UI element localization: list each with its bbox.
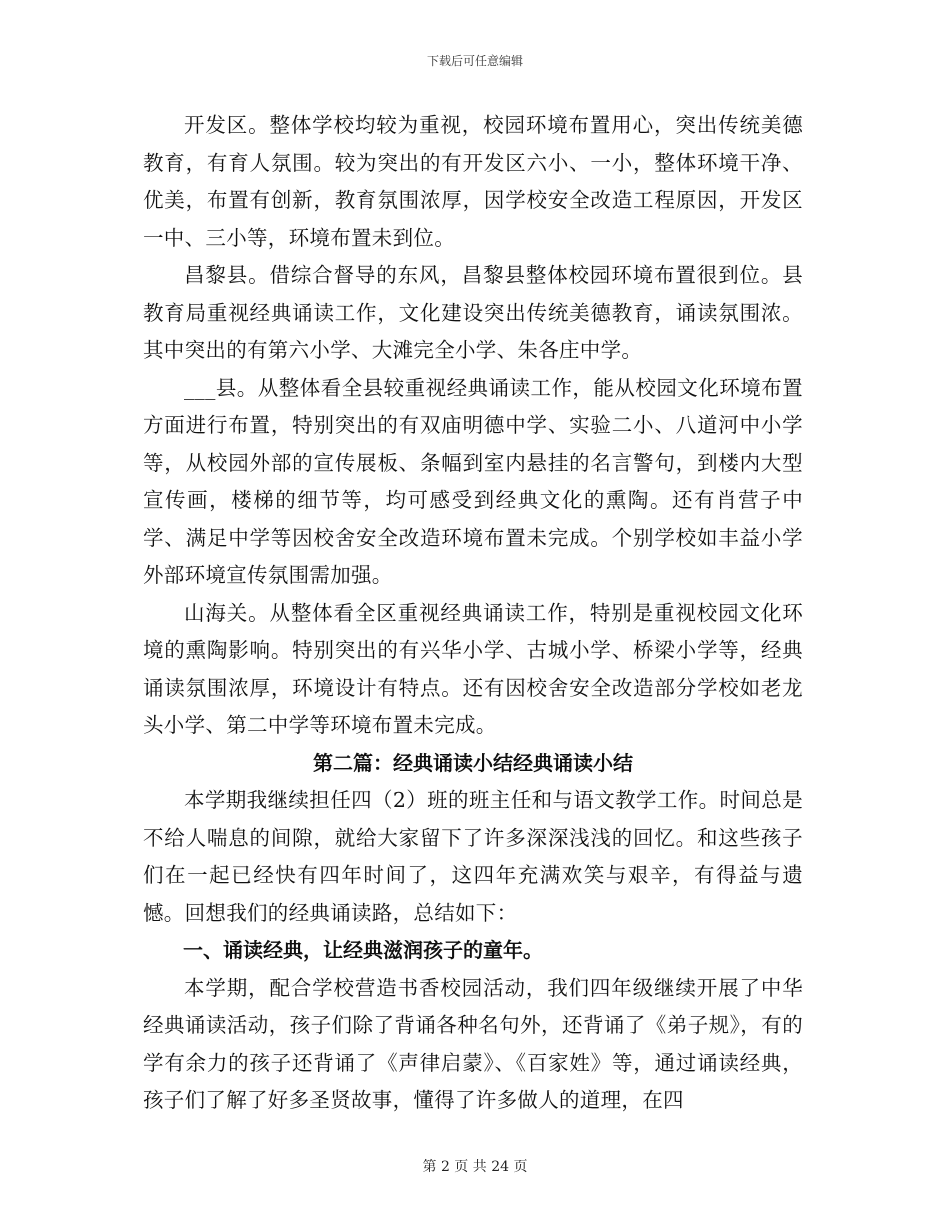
subheading-recite-classics: 一、诵读经典，让经典滋润孩子的童年。 (183, 938, 543, 962)
paragraph-development-zone: 开发区。整体学校均较为重视，校园环境布置用心，突出传统美德教育，有育人氛围。较为突出的有开发区六小、一小，整体环境干净、优美，布置有创新，教育氛围浓厚，因学校安全改造工程原因，开发区一中、三小等，环境布置未到位。 (143, 113, 803, 250)
paragraph-changli-county: 昌黎县。借综合督导的东风，昌黎县整体校园环境布置很到位。县教育局重视经典诵读工作，文化建设突出传统美德教育，诵读氛围浓。其中突出的有第六小学、大滩完全小学、朱各庄中学。 (143, 263, 803, 362)
paragraph-blank-county: ___县。从整体看全县较重视经典诵读工作，能从校园文化环境布置方面进行布置，特别突出的有双庙明德中学、实验二小、八道河中小学等，从校园外部的宣传展板、条幅到室内悬挂的名言警句，到楼内大型宣传画，楼梯的细节等，均可感受到经典文化的熏陶。还有肖营子中学、满足中学等因校舍安全改造环境布置未完成。个别学校如丰益小学外部环境宣传氛围需加强。 (143, 375, 803, 587)
paragraph-semester-activities: 本学期，配合学校营造书香校园活动，我们四年级继续开展了中华经典诵读活动，孩子们除了背诵各种名句外，还背诵了《弟子规》，有的学有余力的孩子还背诵了《声律启蒙》、《百家姓》等，通过诵读经典，孩子们了解了好多圣贤故事，懂得了许多做人的道理，在四 (143, 975, 803, 1112)
paragraph-shanhaiguan: 山海关。从整体看全区重视经典诵读工作，特别是重视校园文化环境的熏陶影响。特别突出的有兴华小学、古城小学、桥梁小学等，经典诵读氛围浓厚，环境设计有特点。还有因校舍安全改造部分学校如老龙头小学、第二中学等环境布置未完成。 (143, 600, 803, 737)
page-footer: 第 2 页 共 24 页 (422, 1159, 528, 1175)
document-body (143, 107, 803, 1120)
page-header: 下载后可任意编辑 (426, 54, 523, 68)
paragraph-intro: 本学期我继续担任四（2）班的班主任和与语文教学工作。时间总是不给人喘息的间隙，就给大家留下了许多深深浅浅的回忆。和这些孩子们在一起已经快有四年时间了，这四年充满欢笑与艰辛，有得益与遗憾。回想我们的经典诵读路，总结如下： (143, 788, 803, 925)
section-title: 第二篇：经典诵读小结经典诵读小结 (313, 750, 633, 775)
